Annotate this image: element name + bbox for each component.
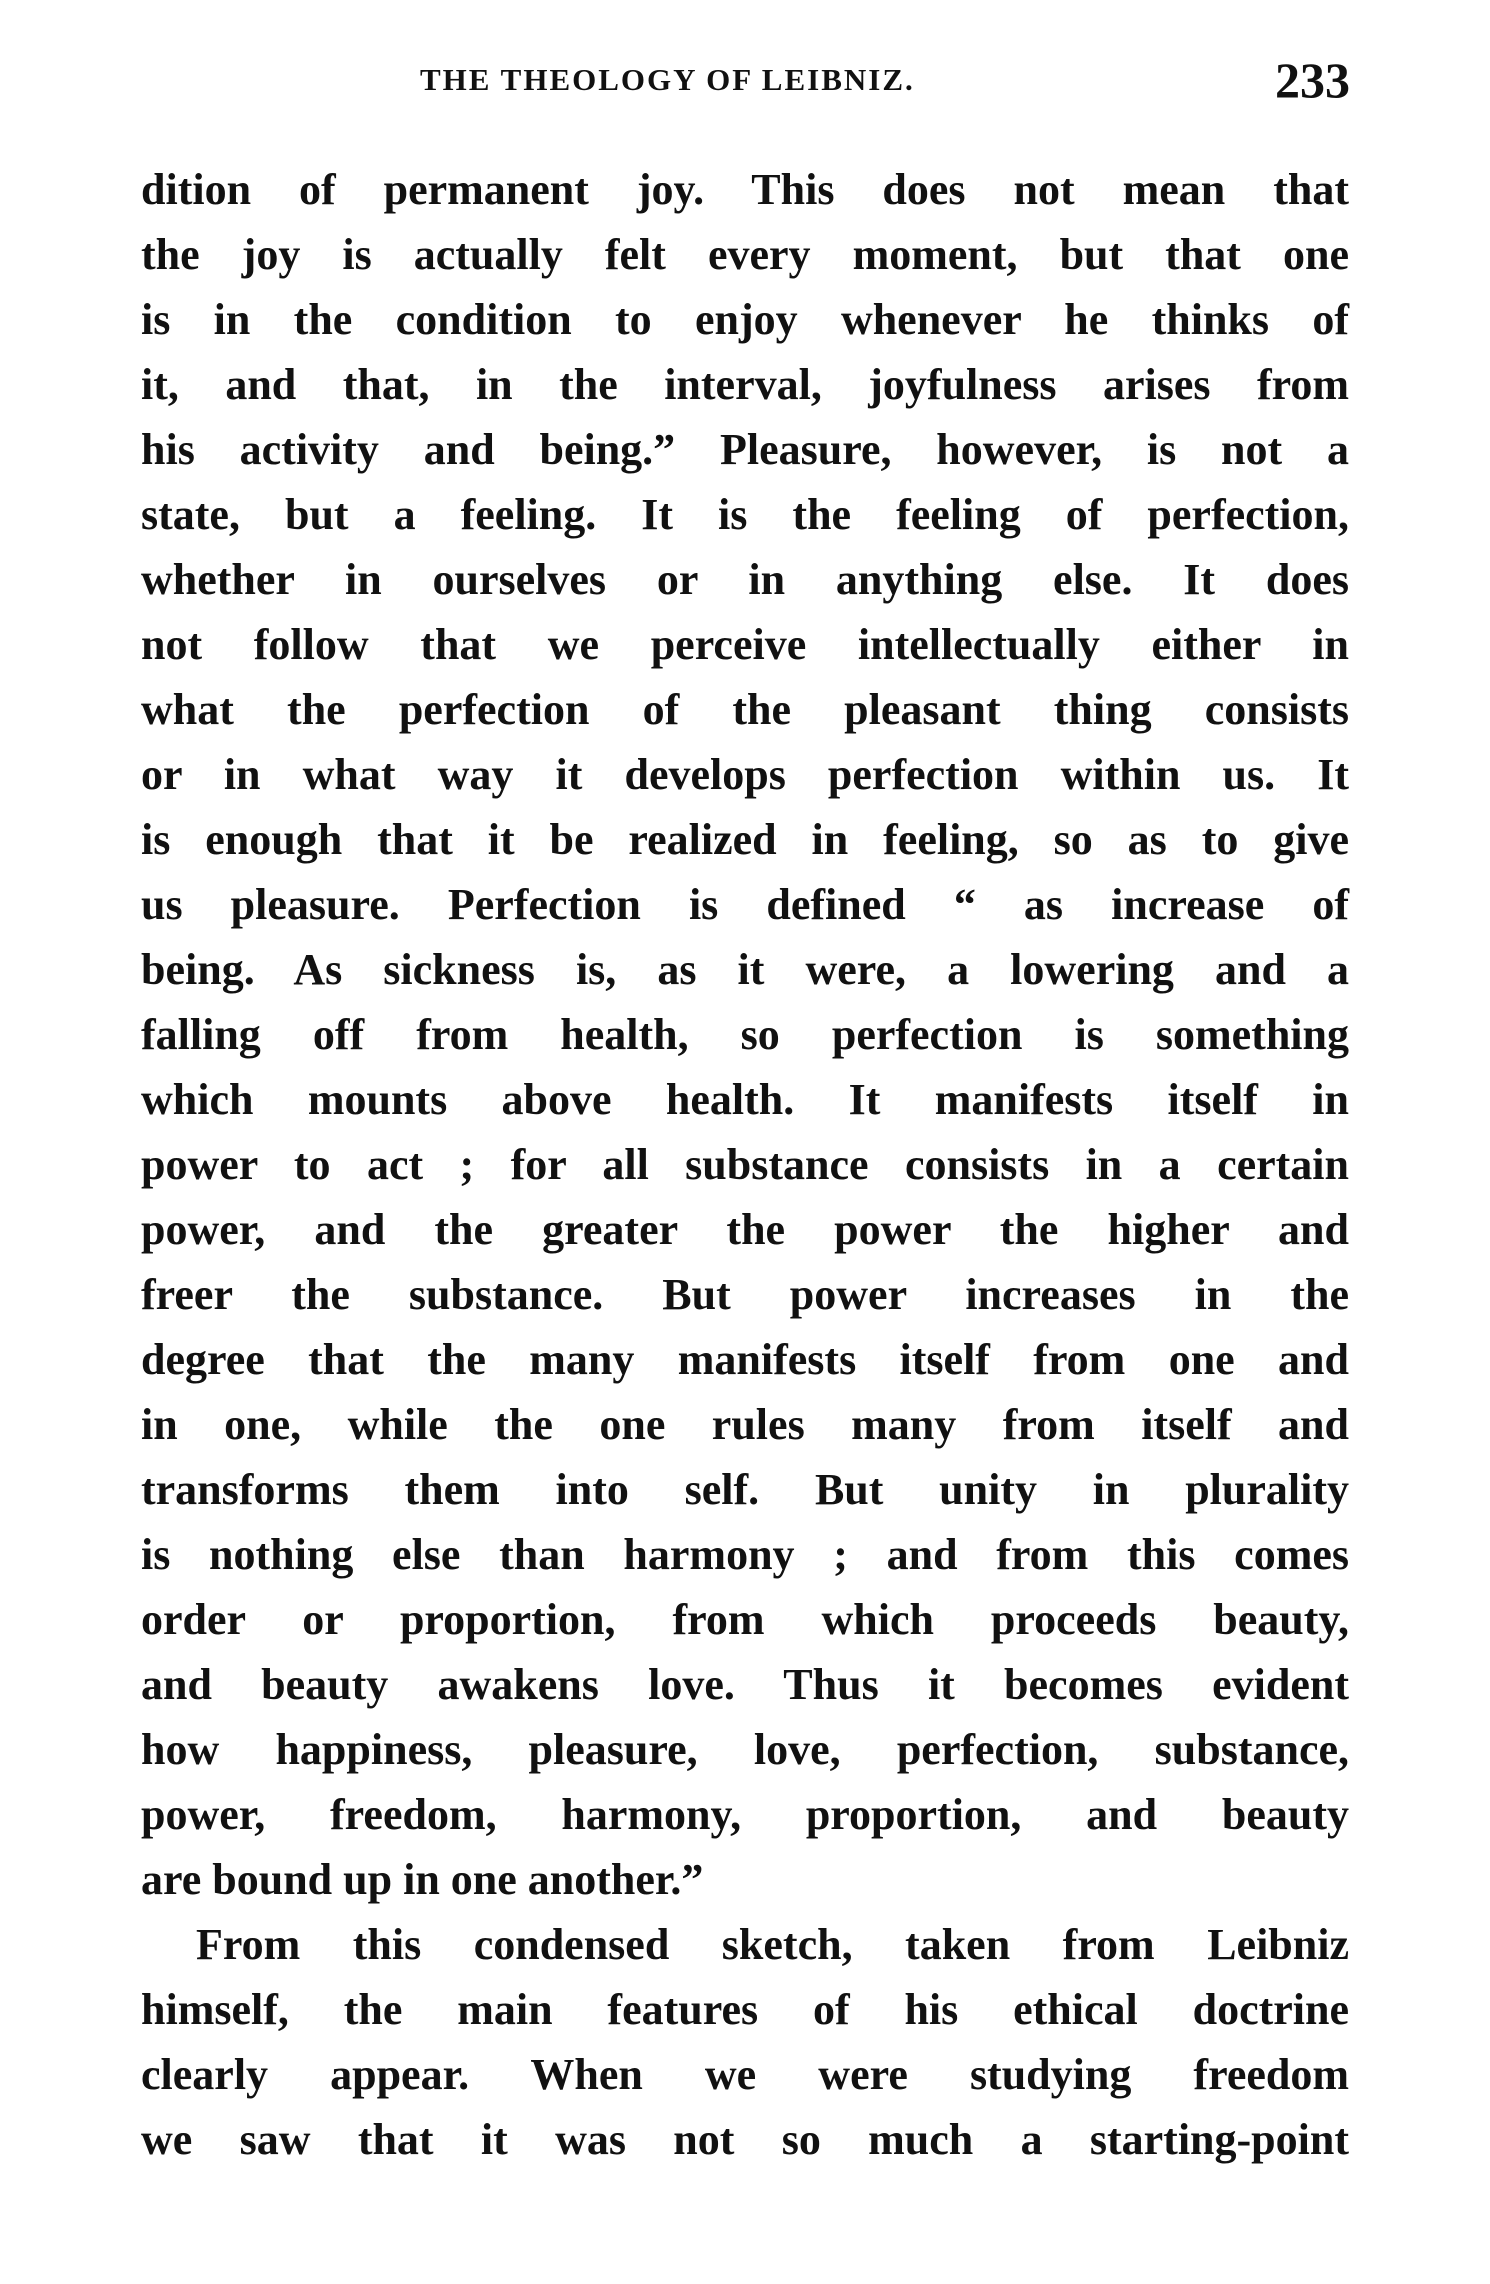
text-line: whether in ourselves or in anything else. It does <box>141 555 1349 604</box>
text-line: himself, the main features of his ethical doctrine <box>141 1985 1349 2034</box>
page-body <box>141 157 1349 2172</box>
text-line: power, freedom, harmony, proportion, and beauty <box>141 1790 1349 1839</box>
text-line: is enough that it be realized in feeling, so as to give <box>141 815 1349 864</box>
text-line: clearly appear. When we were studying freedom <box>141 2050 1349 2099</box>
text-line: falling off from health, so perfection is something <box>141 1010 1349 1059</box>
text-line: degree that the many manifests itself from one and <box>141 1335 1349 1384</box>
text-line: in one, while the one rules many from itself and <box>141 1400 1349 1449</box>
text-line: freer the substance. But power increases in the <box>141 1270 1349 1319</box>
text-line: dition of permanent joy. This does not mean that <box>141 165 1349 214</box>
text-line: transforms them into self. But unity in plurality <box>141 1465 1349 1514</box>
page-number: 233 <box>1275 52 1350 108</box>
text-line: state, but a feeling. It is the feeling of perfection, <box>141 490 1349 539</box>
text-line: is nothing else than harmony ; and from this comes <box>141 1530 1349 1579</box>
text-line: we saw that it was not so much a starting-point <box>141 2115 1349 2164</box>
text-line: is in the condition to enjoy whenever he thinks of <box>141 295 1349 344</box>
text-line: which mounts above health. It manifests itself in <box>141 1075 1349 1124</box>
running-head: THE THEOLOGY OF LEIBNIZ. <box>420 62 915 97</box>
text-line: are bound up in one another.” <box>141 1855 704 1904</box>
text-line: not follow that we perceive intellectually either in <box>141 620 1349 669</box>
text-line: how happiness, pleasure, love, perfection, substance, <box>141 1725 1349 1774</box>
text-line: us pleasure. Perfection is defined “ as increase of <box>141 880 1349 929</box>
text-line: From this condensed sketch, taken from Leibniz <box>196 1920 1349 1969</box>
text-line: power to act ; for all substance consists in a certain <box>141 1140 1349 1189</box>
text-line: being. As sickness is, as it were, a lowering and a <box>141 945 1349 994</box>
text-line: and beauty awakens love. Thus it becomes evident <box>141 1660 1349 1709</box>
text-line: what the perfection of the pleasant thing consists <box>141 685 1349 734</box>
text-line: his activity and being.” Pleasure, however, is not a <box>141 425 1349 474</box>
text-line: the joy is actually felt every moment, but that one <box>141 230 1349 279</box>
text-line: or in what way it develops perfection within us. It <box>141 750 1349 799</box>
text-line: it, and that, in the interval, joyfulness arises from <box>141 360 1349 409</box>
text-line: power, and the greater the power the higher and <box>141 1205 1349 1254</box>
text-line: order or proportion, from which proceeds beauty, <box>141 1595 1349 1644</box>
